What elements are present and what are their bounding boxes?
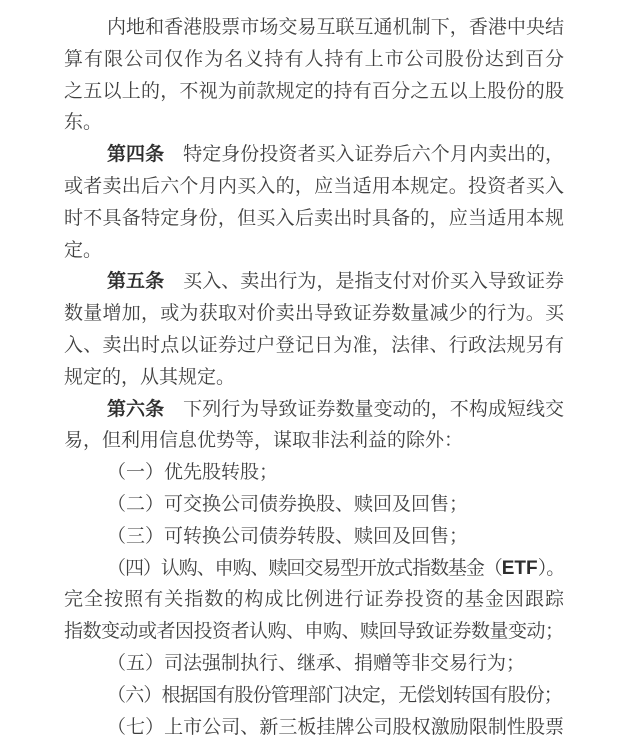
doc-text: 数量增加，或为获取对价卖出导致证券数量减少的行为。买 <box>64 303 564 325</box>
doc-text: 定。 <box>64 239 103 261</box>
doc-text: 特定身份投资者买入证券后六个月内卖出的， <box>164 144 564 166</box>
doc-line <box>64 44 564 76</box>
doc-text-bold: ETF <box>501 557 538 579</box>
doc-text: 内地和香港股票市场交易互联互通机制下，香港中央结 <box>107 17 564 38</box>
doc-line <box>64 553 564 585</box>
doc-line <box>64 139 564 171</box>
doc-line <box>64 425 564 457</box>
doc-line <box>64 712 564 744</box>
doc-text: 时不具备特定身份，但买入后卖出时具备的，应当适用本规 <box>64 207 564 229</box>
doc-text: 买入、卖出行为，是指支付对价买入导致证券 <box>164 271 564 293</box>
doc-text-bold: 第四条 <box>107 144 165 166</box>
doc-text: （二）可交换公司债券换股、赎回及回售； <box>107 493 469 515</box>
doc-line <box>64 107 564 139</box>
doc-line <box>64 616 564 648</box>
doc-line <box>64 521 564 553</box>
doc-text: （五）司法强制执行、继承、捐赠等非交易行为； <box>107 652 526 674</box>
doc-text: 东。 <box>64 112 103 134</box>
doc-line <box>64 12 564 44</box>
doc-text: （七）上市公司、新三板挂牌公司股权激励限制性股票 <box>107 716 564 738</box>
doc-line <box>64 394 564 426</box>
doc-text: 之五以上的，不视为前款规定的持有百分之五以上股份的股 <box>64 80 564 102</box>
document-body <box>64 12 564 743</box>
doc-line <box>64 362 564 394</box>
doc-text-bold: 第六条 <box>107 398 165 420</box>
doc-line <box>64 171 564 203</box>
doc-text: 下列行为导致证券数量变动的，不构成短线交 <box>164 398 564 420</box>
doc-text: 算有限公司仅作为名义持有人持有上市公司股份达到百分 <box>64 48 564 70</box>
doc-text: （三）可转换公司债券转股、赎回及回售； <box>107 525 469 547</box>
doc-text: （一）优先股转股； <box>107 462 279 484</box>
doc-line <box>64 584 564 616</box>
doc-text: （四）认购、申购、赎回交易型开放式指数基金（ <box>107 557 502 579</box>
doc-line <box>64 489 564 521</box>
doc-text: 完全按照有关指数的构成比例进行证券投资的基金因跟踪 <box>64 589 564 611</box>
doc-text: 或者卖出后六个月内买入的，应当适用本规定。投资者买入 <box>64 175 564 197</box>
doc-text: 指数变动或者因投资者认购、申购、赎回导致证券数量变动； <box>64 621 564 643</box>
doc-line <box>64 266 564 298</box>
doc-text: 规定的，从其规定。 <box>64 366 236 388</box>
doc-text: 入、卖出时点以证券过户登记日为准，法律、行政法规另有 <box>64 334 564 356</box>
doc-text: ）。 <box>537 557 564 579</box>
doc-text-bold: 第五条 <box>107 271 165 293</box>
doc-line <box>64 680 564 712</box>
doc-line <box>64 235 564 267</box>
doc-line <box>64 298 564 330</box>
doc-line <box>64 76 564 108</box>
doc-line <box>64 457 564 489</box>
doc-line <box>64 648 564 680</box>
doc-text: 易，但利用信息优势等，谋取非法利益的除外： <box>64 430 464 452</box>
doc-text: （六）根据国有股份管理部门决定，无偿划转国有股份； <box>107 684 563 706</box>
doc-line <box>64 330 564 362</box>
doc-line <box>64 203 564 235</box>
